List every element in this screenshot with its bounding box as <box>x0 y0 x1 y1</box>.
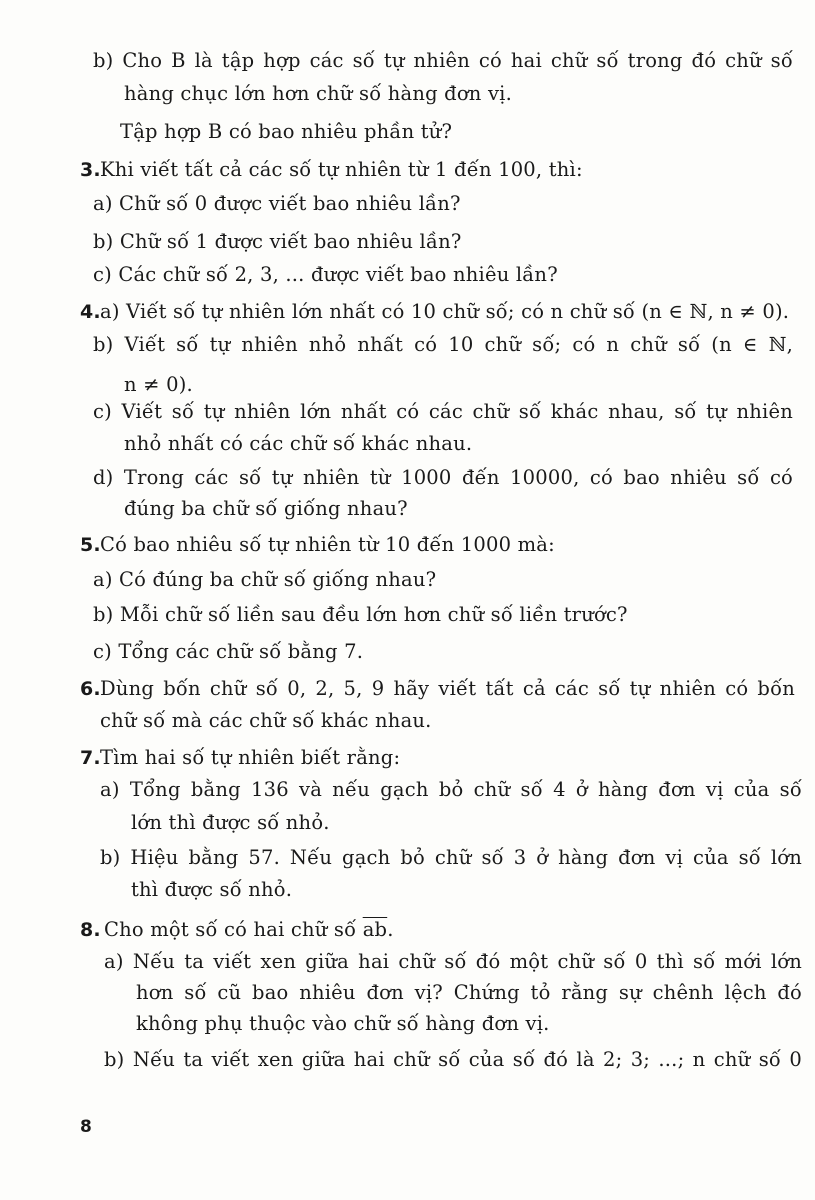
problem-8a-line-2: hơn số cũ bao nhiêu đơn vị? Chứng tỏ rằng sự chênh lệch đó <box>136 981 802 1004</box>
problem-8-period: . <box>387 918 394 941</box>
problem-4b-line-2: n ≠ 0). <box>124 373 193 396</box>
problem-7b-line-2: thì được số nhỏ. <box>131 878 293 901</box>
problem-5b: b) Mỗi chữ số liền sau đều lớn hơn chữ số liền trước? <box>93 603 628 626</box>
problem-8a-line-3: không phụ thuộc vào chữ số hàng đơn vị. <box>136 1012 550 1035</box>
problem-6-number: 6. <box>80 678 101 700</box>
problem-4c-line-2: nhỏ nhất có các chữ số khác nhau. <box>124 432 473 455</box>
problem-8-number: 8. <box>80 919 101 941</box>
problem-8-text <box>104 915 394 945</box>
problem-5-number: 5. <box>80 534 101 556</box>
problem-8a-line-1: a) Nếu ta viết xen giữa hai chữ số đó một chữ số 0 thì số mới lớn <box>104 950 802 973</box>
problem-5a: a) Có đúng ba chữ số giống nhau? <box>93 568 437 591</box>
problem-4d-line-2: đúng ba chữ số giống nhau? <box>124 497 408 520</box>
problem-3-text: Khi viết tất cả các số tự nhiên từ 1 đến 100, thì: <box>100 158 583 181</box>
problem-4c-line-1: c) Viết số tự nhiên lớn nhất có các chữ số khác nhau, số tự nhiên <box>93 400 793 423</box>
problem-7-text: Tìm hai số tự nhiên biết rằng: <box>100 746 401 769</box>
overlined-number-ab: $\overline{ab}$ <box>362 918 388 941</box>
problem-3c: c) Các chữ số 2, 3, ... được viết bao nhiêu lần? <box>93 263 558 286</box>
page-number: 8 <box>80 1117 92 1137</box>
problem-4b-line-1: b) Viết số tự nhiên nhỏ nhất có 10 chữ số; có n chữ số (n ∈ ℕ, <box>93 333 793 356</box>
problem-8b-line-1: b) Nếu ta viết xen giữa hai chữ số của số đó là 2; 3; ...; n chữ số 0 <box>104 1048 802 1071</box>
problem-7-number: 7. <box>80 747 101 769</box>
problem-2b-line-1: b) Cho B là tập hợp các số tự nhiên có hai chữ số trong đó chữ số <box>93 49 793 72</box>
problem-4-number: 4. <box>80 301 101 323</box>
problem-5c: c) Tổng các chữ số bằng 7. <box>93 640 364 663</box>
problem-2b-line-3: Tập hợp B có bao nhiêu phần tử? <box>120 120 453 143</box>
problem-4a: a) Viết số tự nhiên lớn nhất có 10 chữ số; có n chữ số (n ∈ ℕ, n ≠ 0). <box>100 300 790 323</box>
problem-4d-line-1: d) Trong các số tự nhiên từ 1000 đến 10000, có bao nhiêu số có <box>93 466 793 489</box>
problem-7b-line-1: b) Hiệu bằng 57. Nếu gạch bỏ chữ số 3 ở hàng đơn vị của số lớn <box>100 846 802 869</box>
problem-3b: b) Chữ số 1 được viết bao nhiêu lần? <box>93 230 462 253</box>
problem-7a-line-1: a) Tổng bằng 136 và nếu gạch bỏ chữ số 4 ở hàng đơn vị của số <box>100 778 802 801</box>
problem-6-line-2: chữ số mà các chữ số khác nhau. <box>100 709 432 732</box>
problem-6-line-1: Dùng bốn chữ số 0, 2, 5, 9 hãy viết tất cả các số tự nhiên có bốn <box>100 677 795 700</box>
problem-3-number: 3. <box>80 159 101 181</box>
problem-8-stem: Cho một số có hai chữ số <box>104 918 357 941</box>
problem-2b-line-2: hàng chục lớn hơn chữ số hàng đơn vị. <box>124 82 513 105</box>
problem-3a: a) Chữ số 0 được viết bao nhiêu lần? <box>93 192 461 215</box>
problem-5-text: Có bao nhiêu số tự nhiên từ 10 đến 1000 mà: <box>100 533 555 556</box>
problem-7a-line-2: lớn thì được số nhỏ. <box>131 811 330 834</box>
